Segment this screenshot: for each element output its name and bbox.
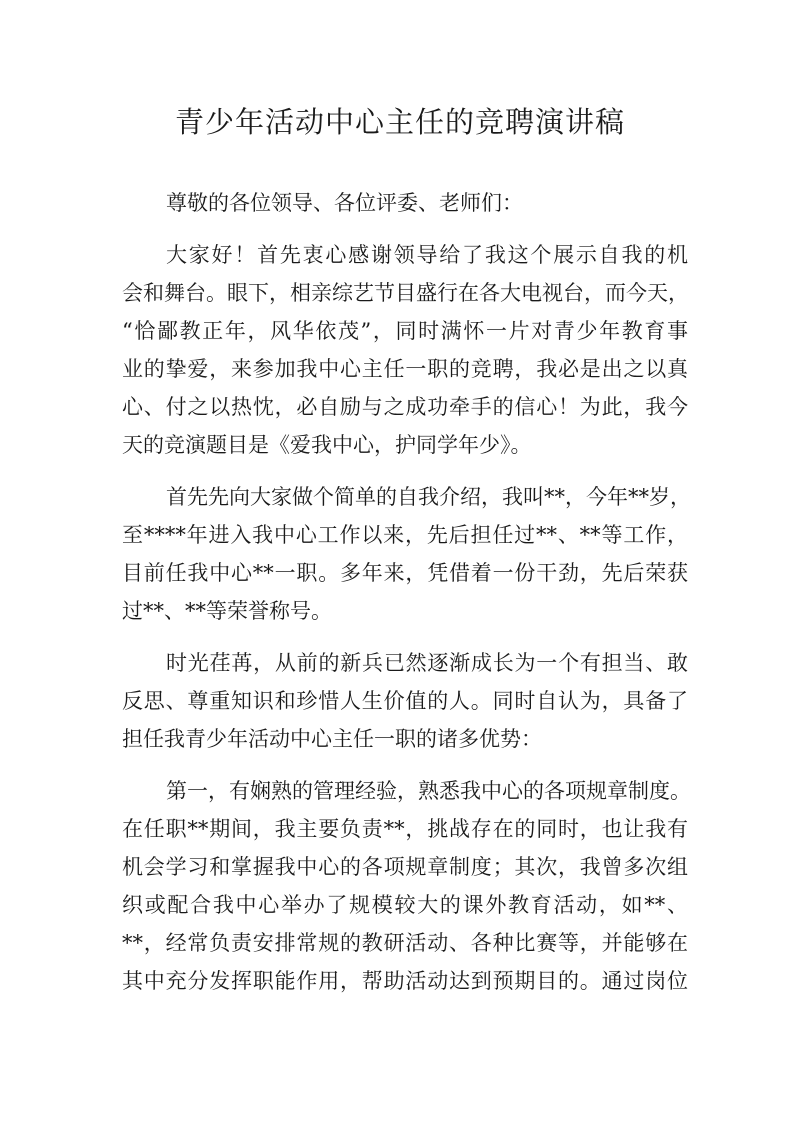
salutation-line: 尊敬的各位领导、各位评委、老师们： (166, 191, 523, 215)
paragraph-line: 目前任我中心**一职。多年来，凭借着一份干劲，先后荣获 (122, 561, 688, 585)
paragraph-line: **，经常负责安排常规的教研活动、各种比赛等，并能够在 (122, 931, 688, 955)
paragraph-line: 其中充分发挥职能作用，帮助活动达到预期目的。通过岗位 (122, 969, 688, 993)
paragraph-line: 业的挚爱，来参加我中心主任一职的竞聘，我必是出之以真 (122, 357, 688, 381)
paragraph-line: 至****年进入我中心工作以来，先后担任过**、**等工作， (122, 523, 688, 547)
paragraph-line: 时光荏苒，从前的新兵已然逐渐成长为一个有担当、敢 (166, 651, 688, 675)
paragraph-line: 首先先向大家做个简单的自我介绍，我叫**，今年**岁， (166, 485, 691, 509)
paragraph-line: 担任我青少年活动中心主任一职的诸多优势： (122, 727, 542, 751)
paragraph-line: 心、付之以热忱，必自励与之成功牵手的信心！为此，我今 (122, 395, 688, 419)
paragraph-line: 织或配合我中心举办了规模较大的课外教育活动，如**、 (122, 893, 688, 917)
paragraph-line: 机会学习和掌握我中心的各项规章制度；其次，我曾多次组 (122, 855, 688, 879)
document-title: 青少年活动中心主任的竞聘演讲稿 (174, 105, 625, 139)
paragraph-line: 天的竞演题目是《爱我中心，护同学年少》。 (122, 433, 532, 457)
document-body (122, 184, 691, 1000)
paragraph-line: 会和舞台。眼下，相亲综艺节目盛行在各大电视台，而今天， (122, 281, 689, 305)
paragraph-line: 大家好！首先衷心感谢领导给了我这个展示自我的机 (166, 243, 688, 267)
paragraph-line: 第一，有娴熟的管理经验，熟悉我中心的各项规章制度。 (166, 779, 691, 803)
paragraph-line: 过**、**等荣誉称号。 (122, 599, 332, 623)
paragraph-line: “恰鄙教正年，风华依茂”，同时满怀一片对青少年教育事 (122, 319, 688, 343)
paragraph-line: 在任职**期间，我主要负责**，挑战存在的同时，也让我有 (122, 817, 688, 841)
paragraph-line: 反思、尊重知识和珍惜人生价值的人。同时自认为，具备了 (122, 689, 688, 713)
